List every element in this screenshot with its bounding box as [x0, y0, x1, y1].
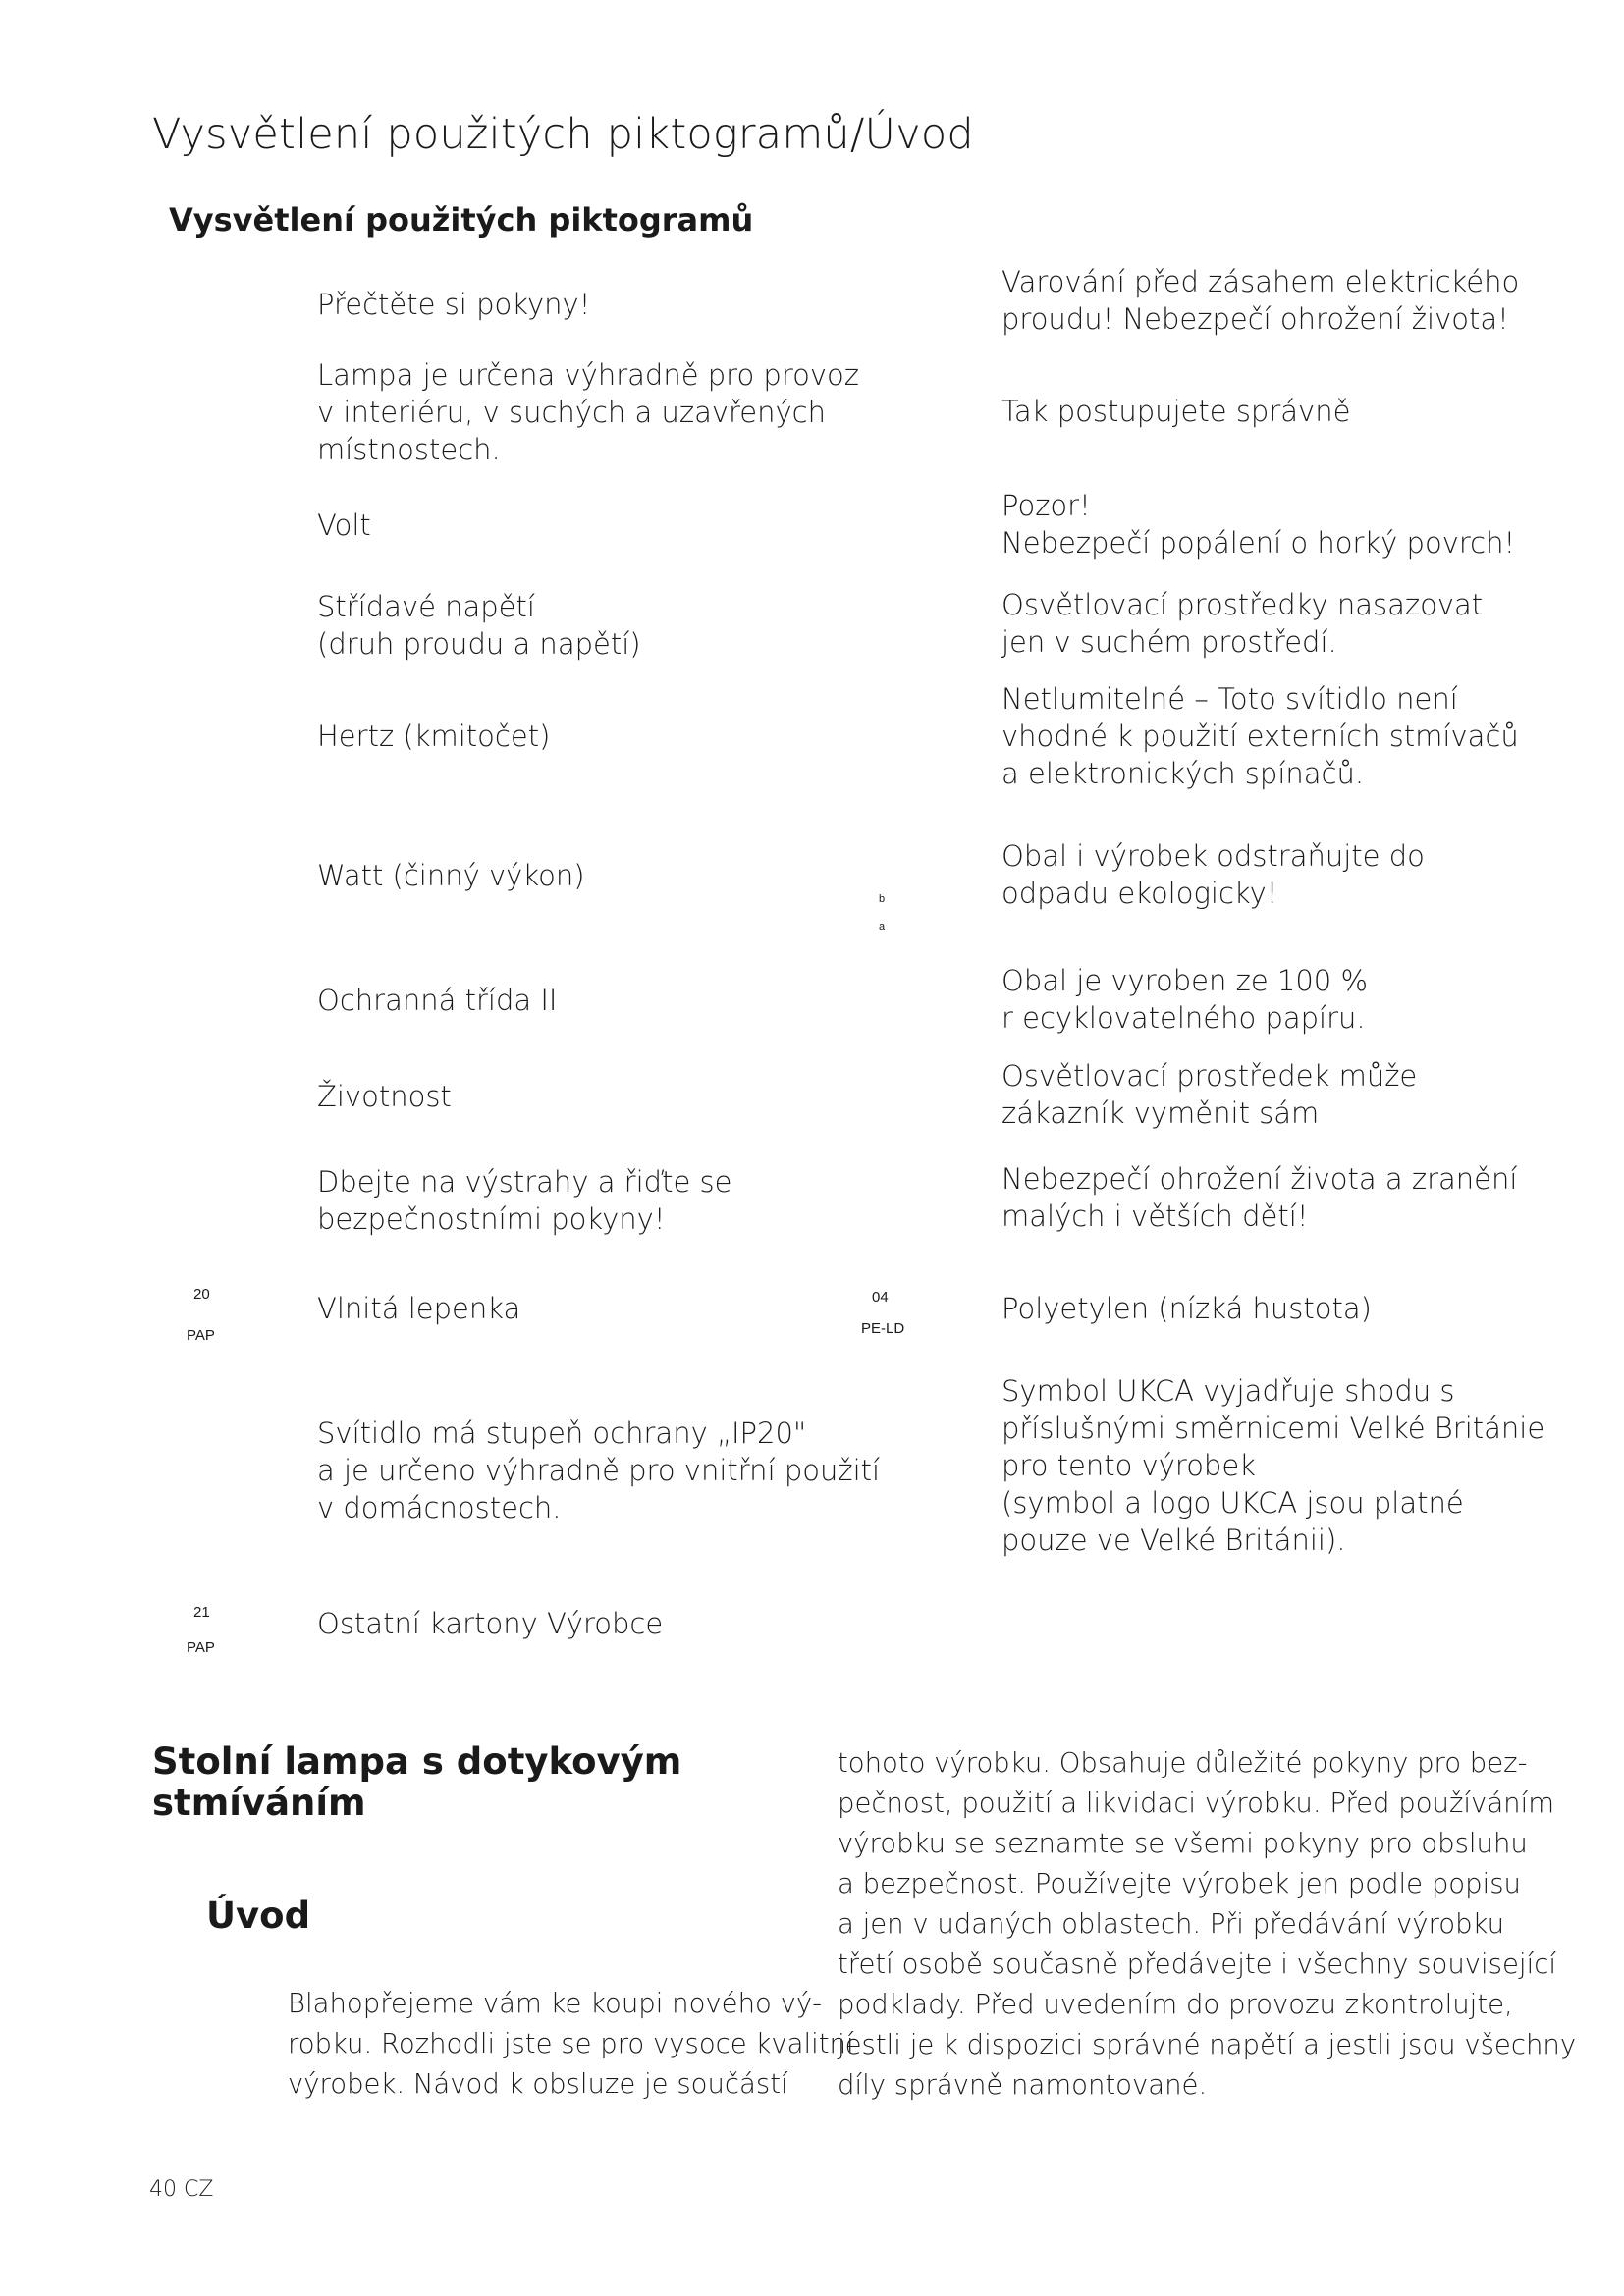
recycling-code-21: 21 [193, 1604, 210, 1621]
intro-title: Úvod [206, 1895, 311, 1937]
pictogram-ukca: Symbol UKCA vyjadřuje shodu s příslušnými směrnicemi Velké Británie pro tento výrobek (symbol a logo UKCA jsou platné pouze ve Velké Británii). [1001, 1374, 1545, 1557]
intro-text-left: Blahopřejeme vám ke koupi nového vý- robku. Rozhodli jste se pro vysoce kvalitní výrobek. Návod k obsluze je součástí [288, 1988, 854, 2100]
recycling-code-20: 20 [193, 1286, 210, 1303]
pictogram-lifetime: Životnost [317, 1080, 452, 1113]
pictogram-other-cartons: Ostatní kartony Výrobce [317, 1607, 664, 1640]
recycling-label-pe-ld: PE-LD [861, 1320, 905, 1337]
pictogram-correct-procedure: Tak postupujete správně [1001, 395, 1351, 428]
page-title: Vysvětlení použitých piktogramů/Úvod [152, 110, 974, 159]
pictogram-alternating-voltage: Střídavé napětí (druh proudu a napětí) [317, 590, 641, 661]
pictogram-polyethylene: Polyetylen (nízká hustota) [1001, 1292, 1372, 1325]
recycling-label-pap-20: PAP [187, 1327, 215, 1344]
pictogram-volt: Volt [317, 508, 371, 542]
pictogram-indoor-use: Lampa je určena výhradně pro provoz v interiéru, v suchých a uzavřených místnostech. [317, 358, 859, 466]
pictogram-replaceable-light: Osvětlovací prostředek může zákazník vyměnit sám [1001, 1059, 1418, 1130]
section-title: Vysvětlení použitých piktogramů [169, 201, 754, 239]
pictogram-protection-class: Ochranná třída II [317, 984, 558, 1017]
recycling-label-pap-21: PAP [187, 1639, 215, 1656]
marker-b: b [879, 893, 886, 905]
pictogram-read-instructions: Přečtěte si pokyny! [317, 288, 591, 321]
page-number: 40 CZ [149, 2177, 214, 2202]
pictogram-ip20: Svítidlo má stupeň ochrany „IP20" a je určeno výhradně pro vnitřní použití v domácnostech. [317, 1416, 881, 1524]
pictogram-dry-environment: Osvětlovací prostředky nasazovat jen v suchém prostředí. [1001, 588, 1484, 659]
marker-a: a [879, 921, 886, 933]
pictogram-eco-disposal: Obal i výrobek odstraňujte do odpadu ekologicky! [1001, 839, 1425, 910]
pictogram-safety-warnings: Dbejte na výstrahy a řiďte se bezpečnostními pokyny! [317, 1165, 732, 1236]
pictogram-recyclable-paper: Obal je vyroben ze 100 % r ecyklovatelného papíru. [1001, 964, 1369, 1035]
pictogram-electric-shock-warning: Varování před zásahem elektrického proudu! Nebezpečí ohrožení života! [1001, 265, 1520, 336]
product-title: Stolní lampa s dotykovým stmíváním [152, 1740, 682, 1824]
recycling-code-04: 04 [872, 1289, 889, 1306]
pictogram-hertz: Hertz (kmitočet) [317, 720, 551, 753]
pictogram-child-hazard: Nebezpečí ohrožení života a zranění malých i větších dětí! [1001, 1162, 1518, 1233]
pictogram-corrugated-cardboard: Vlnitá lepenka [317, 1292, 521, 1325]
pictogram-hot-surface: Pozor! Nebezpečí popálení o horký povrch! [1001, 489, 1516, 560]
pictogram-not-dimmable: Netlumitelné – Toto svítidlo není vhodné k použití externích stmívačů a elektronických spínačů. [1001, 682, 1519, 790]
pictogram-watt: Watt (činný výkon) [317, 859, 585, 892]
intro-text-right: tohoto výrobku. Obsahuje důležité pokyny pro bez- pečnost, použití a likvidaci výrobku. Před používáním výrobku se seznamte se všemi pokyny pro obsluhu a bezpečnost. Používejte výrobek jen podle popisu a jen v udaných oblastech. Při předávání výrobku třetí osobě současně předávejte i všechny související podklady. Před uvedením do provozu zkontrolujte, jestli je k dispozici správné napětí a jestli jsou všechny díly správně namontované. [838, 1747, 1577, 2101]
